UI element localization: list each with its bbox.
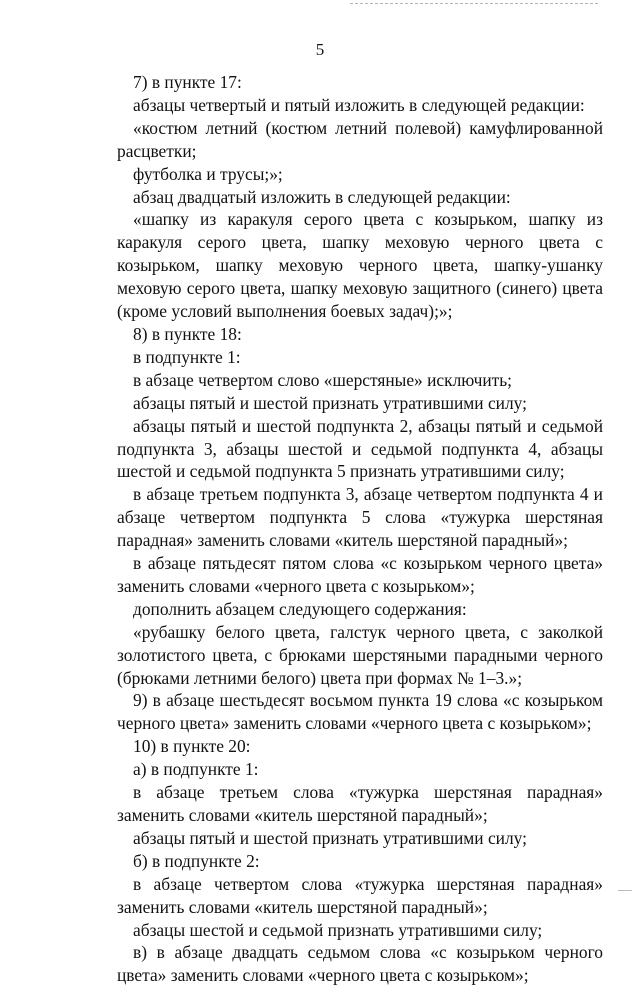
paragraph: 8) в пункте 18: bbox=[133, 323, 242, 344]
paragraph: абзацы четвертый и пятый изложить в следующей редакции: bbox=[133, 94, 585, 115]
paragraph: в абзаце третьем слова «тужурка шерстяная парадная» заменить словами «китель шерстяной парадный»; bbox=[117, 782, 603, 825]
paragraph: футболка и трусы;»; bbox=[133, 163, 283, 184]
paragraph: в абзаце четвертом слова «тужурка шерстяная парадная» заменить словами «китель шерстяной парадный»; bbox=[117, 873, 603, 917]
paragraph: абзац двадцатый изложить в следующей редакции: bbox=[133, 186, 511, 207]
paragraph: «рубашку белого цвета, галстук черного цвета, с заколкой золотистого цвета, с брюками шерстяными парадными черного (брюками летними белого) цвета при формах № 1–3.»; bbox=[117, 621, 603, 688]
paragraph: абзацы пятый и шестой подпункта 2, абзацы пятый и седьмой подпункта 3, абзацы шестой и седьмой подпункта 4, абзацы шестой и седьмой подпункта 5 признать утратившими силу; bbox=[117, 415, 603, 482]
paragraph: 10) в пункте 20: bbox=[133, 736, 251, 757]
paragraph: 9) в абзаце шестьдесят восьмом пункта 19 слова «с козырьком черного цвета» заменить словами «черного цвета с козырьком»; bbox=[117, 690, 603, 734]
paragraph: «костюм летний (костюм летний полевой) камуфлированной расцветки; bbox=[117, 117, 603, 161]
paragraph: 7) в пункте 17: bbox=[133, 72, 242, 92]
paragraph: дополнить абзацем следующего содержания: bbox=[133, 598, 467, 619]
scan-edge-line bbox=[350, 3, 598, 4]
paragraph: в абзаце третьем подпункта 3, абзаце четвертом подпункта 4 и абзаце четвертом подпункта 5 слова «тужурка шерстяная парадная» заменить словами «китель шерстяной парадный»; bbox=[117, 484, 603, 551]
paragraph: абзацы пятый и шестой признать утратившими силу; bbox=[133, 827, 527, 848]
paragraph: в абзаце четвертом слово «шерстяные» исключить; bbox=[133, 369, 513, 390]
page-number: 5 bbox=[315, 40, 325, 59]
paragraph: «шапку из каракуля серого цвета с козырьком, шапку из каракуля серого цвета, шапку меховую черного цвета с козырьком, шапку меховую черного цвета, шапку-ушанку меховую серого цвета, шапку меховую защитного (синего) цвета (кроме условий выполнения боевых задач);»; bbox=[117, 209, 603, 322]
document-body bbox=[117, 71, 603, 987]
paragraph: б) в подпункте 2: bbox=[133, 850, 260, 871]
paragraph: абзацы шестой и седьмой признать утратившими силу; bbox=[133, 919, 543, 940]
paragraph: а) в подпункте 1: bbox=[133, 759, 259, 780]
scan-mark bbox=[618, 890, 632, 891]
paragraph: в) в абзаце двадцать седьмом слова «с козырьком черного цвета» заменить словами «черного цвета с козырьком»; bbox=[117, 942, 603, 986]
paragraph: в подпункте 1: bbox=[133, 346, 241, 367]
paragraph: в абзаце пятьдесят пятом слова «с козырьком черного цвета» заменить словами «черного цвета с козырьком»; bbox=[117, 553, 603, 596]
paragraph: абзацы пятый и шестой признать утратившими силу; bbox=[133, 392, 527, 413]
